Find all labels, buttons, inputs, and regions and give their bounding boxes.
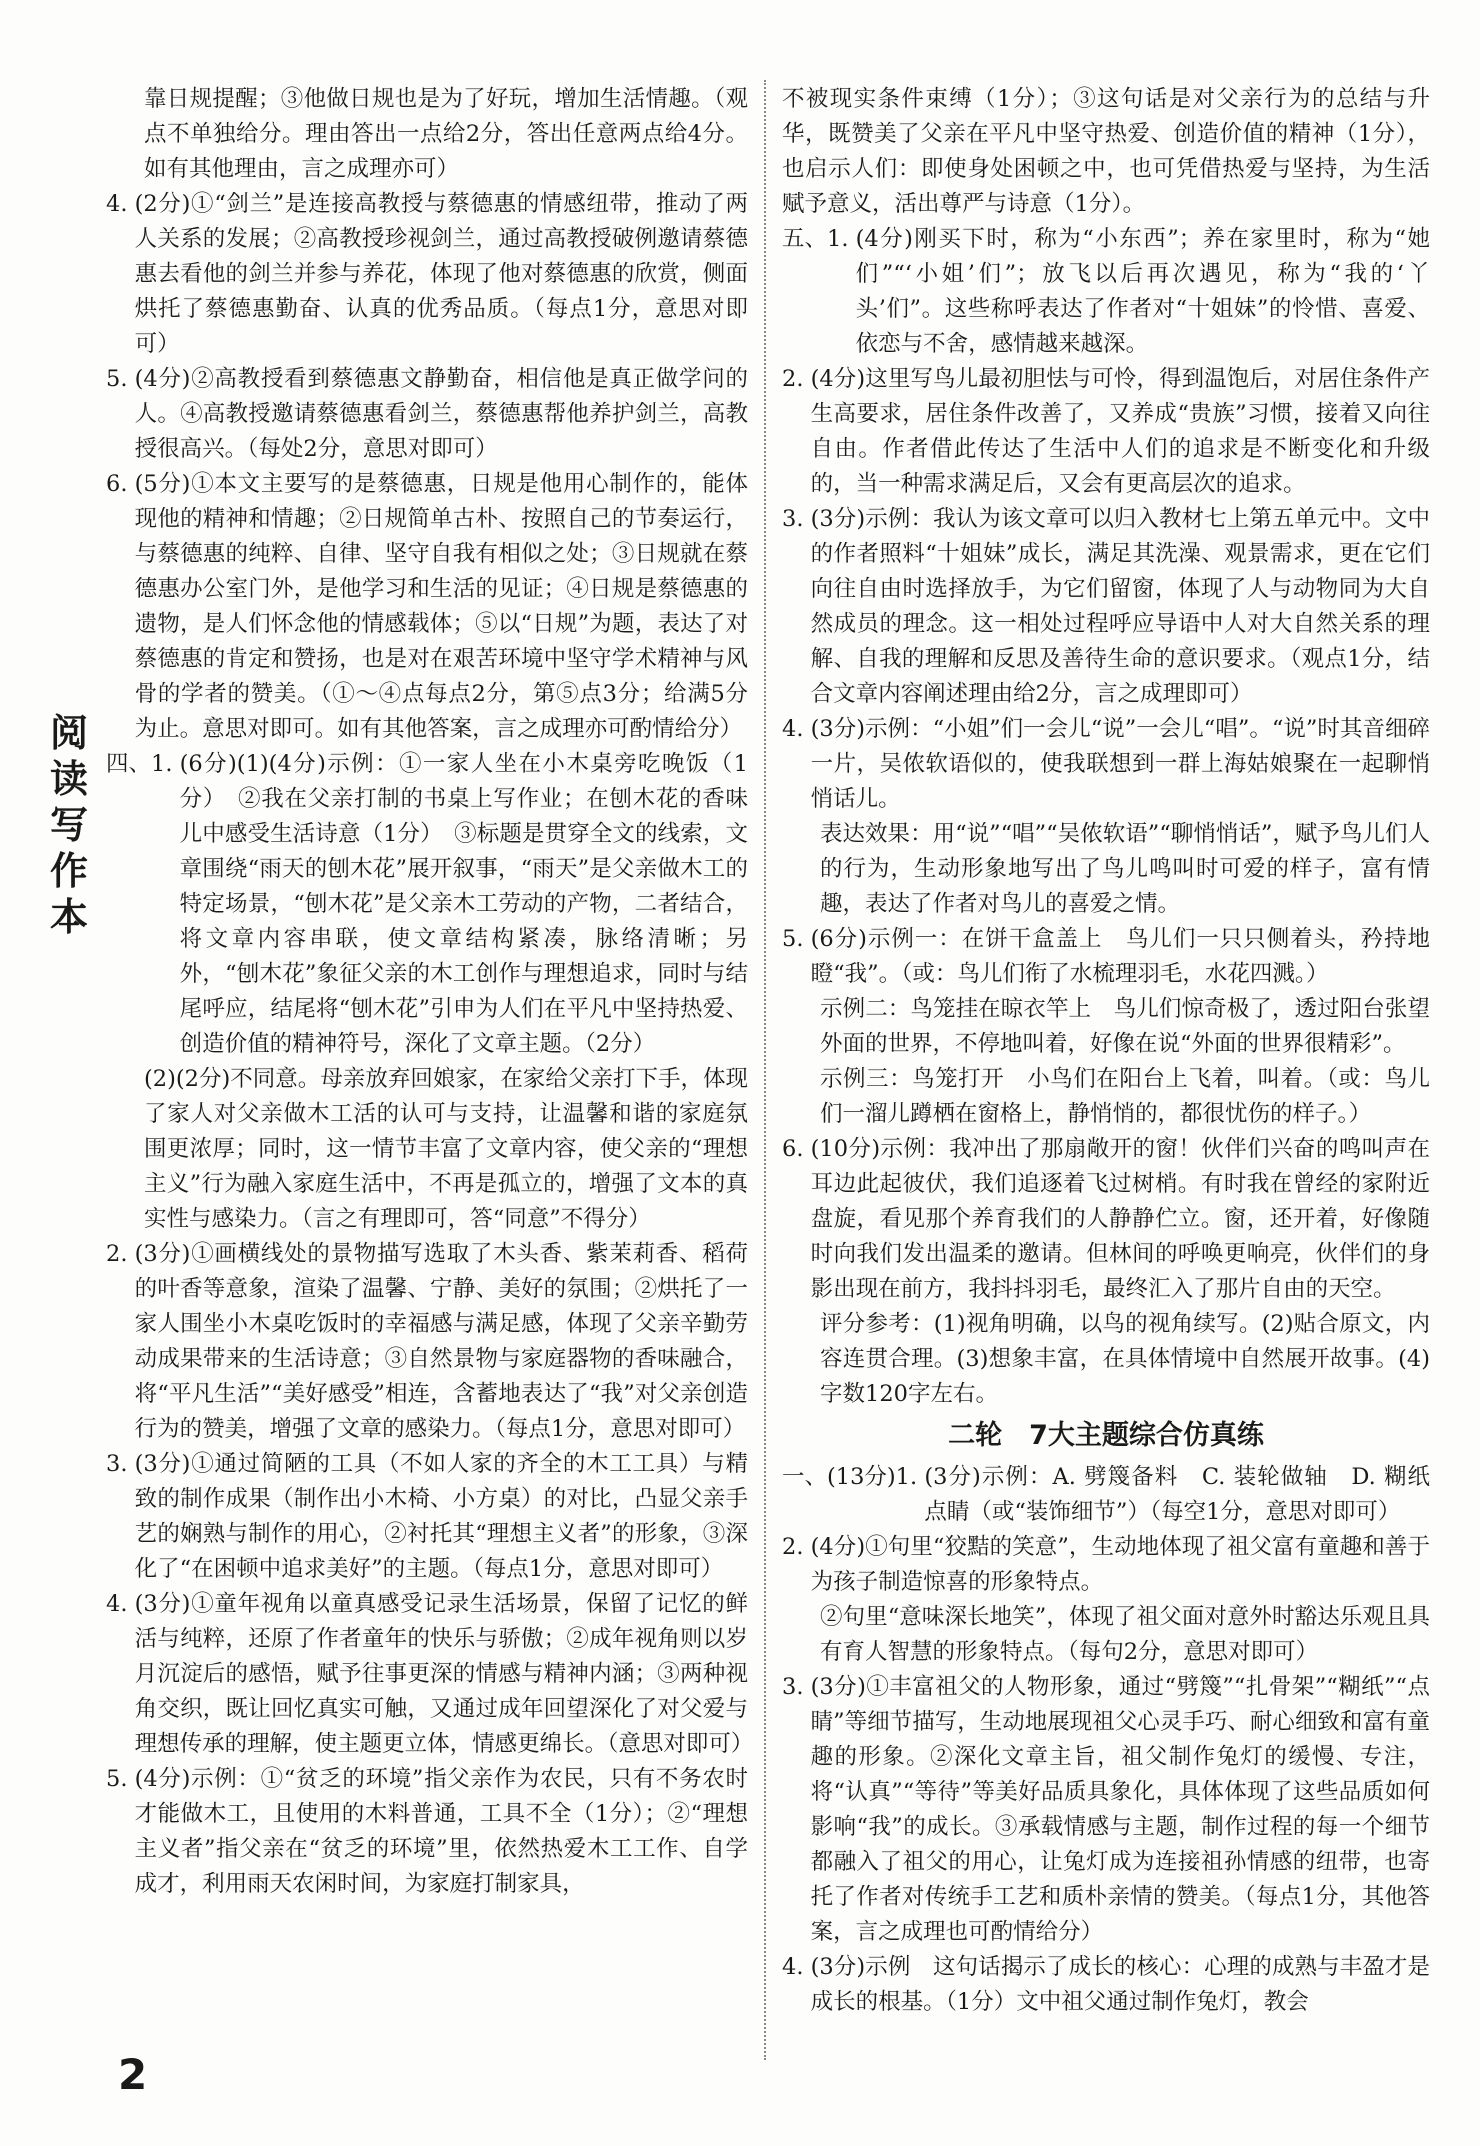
answer-subpart: 表达效果：用“说”“唱”“吴侬软语”“聊悄悄话”，赋予鸟儿们人的行为，生动形象地写出了鸟儿鸣叫时可爱的样子，富有情趣，表达了作者对鸟儿的喜爱之情。: [820, 821, 1430, 917]
right-column: [782, 82, 1430, 2020]
answer-item: 2. (3分)①画横线处的景物描写选取了木头香、紫茉莉香、稻荷的叶香等意象，渲染了温馨、宁静、美好的氛围；②烘托了一家人围坐小木桌吃饭时的幸福感与满足感，体现了父亲辛勤劳动成果带来的生活诗意；③自然景物与家庭器物的香味融合，将“平凡生活”“美好感受”相连，含蓄地表达了“我”对父亲创造行为的赞美，增强了文章的感染力。（每点1分，意思对即可）: [106, 1241, 748, 1442]
answer-item: 6. (5分)①本文主要写的是蔡德惠，日规是他用心制作的，能体现他的精神和情趣；②日规简单古朴、按照自己的节奏运行，与蔡德惠的纯粹、自律、坚守自我有相似之处；③日规就在蔡德惠办公室门外，是他学习和生活的见证；④日规是蔡德惠的遗物，是人们怀念他的情感载体；⑤以“日规”为题，表达了对蔡德惠的肯定和赞扬，也是对在艰苦环境中坚守学术精神与风骨的学者的赞美。（①～④点每点2分，第⑤点3分；给满5分为止。意思对即可。如有其他答案，言之成理亦可酌情给分）: [106, 471, 748, 742]
side-tab-char: 读: [49, 757, 88, 801]
answer-subpart: 示例三：鸟笼打开 小鸟们在阳台上飞着，叫着。（或：鸟儿们一溜儿蹲栖在窗格上，静悄悄的，都很忧伤的样子。）: [820, 1066, 1430, 1127]
answer-item: 4. (3分)示例：“小姐”们一会儿“说”一会儿“唱”。“说”时其音细碎一片，吴侬软语似的，使我联想到一群上海姑娘聚在一起聊悄悄话儿。: [782, 716, 1430, 812]
continued-answer: 不被现实条件束缚（1分）；③这句话是对父亲行为的总结与升华，既赞美了父亲在平凡中坚守热爱、创造价值的精神（1分），也启示人们：即使身处困顿之中，也可凭借热爱与坚持，为生活赋予意义，活出尊严与诗意（1分）。: [782, 86, 1430, 217]
page-number: 2: [118, 2050, 148, 2099]
answer-subpart: (2)(2分)不同意。母亲放弃回娘家，在家给父亲打下手，体现了家人对父亲做木工活的认可与支持，让温馨和谐的家庭氛围更浓厚；同时，这一情节丰富了文章内容，使父亲的“理想主义”行为融入家庭生活中，不再是孤立的，增强了文本的真实性与感染力。（言之有理即可，答“同意”不得分）: [144, 1066, 748, 1232]
answer-item: 4. (2分)①“剑兰”是连接高教授与蔡德惠的情感纽带，推动了两人关系的发展；②高教授珍视剑兰，通过高教授破例邀请蔡德惠去看他的剑兰并参与养花，体现了他对蔡德惠的欣赏，侧面烘托了蔡德惠勤奋、认真的优秀品质。（每点1分，意思对即可）: [106, 191, 748, 357]
answer-item: 3. (3分)示例：我认为该文章可以归入教材七上第五单元中。文中的作者照料“十姐妹”成长，满足其洗澡、观景需求，更在它们向往自由时选择放手，为它们留窗，体现了人与动物同为大自然成员的理念。这一相处过程呼应导语中人对大自然关系的理解、自我的理解和反思及善待生命的意识要求。（观点1分，结合文章内容阐述理由给2分，言之成理即可）: [782, 506, 1430, 707]
column-divider: [764, 80, 766, 2060]
answer-item: 3. (3分)①丰富祖父的人物形象，通过“劈篾”“扎骨架”“糊纸”“点睛”等细节描写，生动地展现祖父心灵手巧、耐心细致和富有童趣的形象。②深化文章主旨，祖父制作兔灯的缓慢、专注，将“认真”“等待”等美好品质具象化，具体体现了这些品质如何影响“我”的成长。③承载情感与主题，制作过程的每一个细节都融入了祖父的用心，让兔灯成为连接祖孙情感的纽带，也寄托了作者对传统手工艺和质朴亲情的赞美。（每点1分，其他答案，言之成理也可酌情给分）: [782, 1674, 1430, 1945]
answer-item: 2. (4分)①句里“狡黠的笑意”，生动地体现了祖父富有童趣和善于为孩子制造惊喜的形象特点。: [782, 1534, 1430, 1595]
answer-item: 4. (3分)示例 这句话揭示了成长的核心：心理的成熟与丰盈才是成长的根基。（1分）文中祖父通过制作兔灯，教会: [782, 1954, 1430, 2015]
side-tab-char: 阅: [49, 711, 88, 755]
answer-item: 4. (3分)①童年视角以童真感受记录生活场景，保留了记忆的鲜活与纯粹，还原了作者童年的快乐与骄傲；②成年视角则以岁月沉淀后的感悟，赋予往事更深的情感与精神内涵；③两种视角交织，既让回忆真实可触，又通过成年回望深化了对父爱与理想传承的理解，使主题更立体，情感更绵长。（意思对即可）: [106, 1591, 754, 1757]
answer-item: 2. (4分)这里写鸟儿最初胆怯与可怜，得到温饱后，对居住条件产生高要求，居住条件改善了，又养成“贵族”习惯，接着又向往自由。作者借此传达了生活中人们的追求是不断变化和升级的，当一种需求满足后，又会有更高层次的追求。: [782, 366, 1430, 497]
answer-item: 5. (4分)②高教授看到蔡德惠文静勤奋，相信他是真正做学问的人。④高教授邀请蔡德惠看剑兰，蔡德惠帮他养护剑兰，高教授很高兴。（每处2分，意思对即可）: [106, 366, 748, 462]
section-heading: 二轮 7大主题综合仿真练: [948, 1420, 1264, 1451]
answer-item: 5. (4分)示例：①“贫乏的环境”指父亲作为农民，只有不务农时才能做木工，且使用的木料普通，工具不全（1分）；②“理想主义者”指父亲在“贫乏的环境”里，依然热爱木工工作、自学成才，利用雨天农闲时间，为家庭打制家具，: [106, 1766, 748, 1897]
answer-item: 6. (10分)示例：我冲出了那扇敞开的窗！伙伴们兴奋的鸣叫声在耳边此起彼伏，我们追逐着飞过树梢。有时我在曾经的家附近盘旋，看见那个养育我们的人静静伫立。窗，还开着，好像随时向我们发出温柔的邀请。但林间的呼唤更响亮，伙伴们的身影出现在前方，我抖抖羽毛，最终汇入了那片自由的天空。: [782, 1136, 1430, 1302]
continued-answer: 靠日规提醒；③他做日规也是为了好玩，增加生活情趣。（观点不单独给分。理由答出一点给2分，答出任意两点给4分。如有其他理由，言之成理亦可）: [144, 86, 748, 182]
answer-item: 5. (6分)示例一：在饼干盒盖上 鸟儿们一只只侧着头，矜持地瞪“我”。（或：鸟儿们衔了水梳理羽毛，水花四溅。）: [782, 926, 1430, 987]
side-tab-reading-writing: [44, 710, 94, 940]
answer-item: 3. (3分)①通过简陋的工具（不如人家的齐全的木工工具）与精致的制作成果（制作出小木椅、小方桌）的对比，凸显父亲手艺的娴熟与制作的用心，②衬托其“理想主义者”的形象，③深化了“在困顿中追求美好”的主题。（每点1分，意思对即可）: [106, 1451, 748, 1582]
side-tab-char: 作: [49, 849, 88, 893]
left-column: [106, 82, 754, 1902]
answer-subpart: 示例二：鸟笼挂在晾衣竿上 鸟儿们惊奇极了，透过阳台张望外面的世界，不停地叫着，好像在说“外面的世界很精彩”。: [820, 996, 1430, 1057]
answer-subpart: ②句里“意味深长地笑”，体现了祖父面对意外时豁达乐观且具有育人智慧的形象特点。（每句2分，意思对即可）: [820, 1604, 1430, 1665]
answer-item: 四、1. (6分)(1)(4分)示例：①一家人坐在小木桌旁吃晚饭（1分） ②我在父亲打制的书桌上写作业；在刨木花的香味儿中感受生活诗意（1分） ③标题是贯穿全文的线索，文章围绕“雨天的刨木花”展开叙事，“雨天”是父亲做木工的特定场景，“刨木花”是父亲木工劳动的产物，二者结合，将文章内容串联，使文章结构紧凑，脉络清晰；另外，“刨木花”象征父亲的木工创作与理想追求，同时与结尾呼应，结尾将“刨木花”引申为人们在平凡中坚持热爱、创造价值的精神符号，深化了文章主题。（2分）: [106, 751, 748, 1057]
side-tab-char: 写: [49, 803, 88, 847]
answer-item: 五、1. (4分)刚买下时，称为“小东西”；养在家里时，称为“她们”“‘小姐’们”；放飞以后再次遇见，称为“我的‘丫头’们”。这些称呼表达了作者对“十姐妹”的怜惜、喜爱、依恋与不舍，感情越来越深。: [782, 226, 1430, 357]
side-tab-char: 本: [49, 895, 88, 939]
scoring-reference: 评分参考：(1)视角明确，以鸟的视角续写。(2)贴合原文，内容连贯合理。(3)想象丰富，在具体情境中自然展开故事。(4)字数120字左右。: [820, 1311, 1430, 1407]
answer-item: 一、(13分)1. (3分)示例：A. 劈篾备料 C. 装轮做轴 D. 糊纸点睛（或“装饰细节”）（每空1分，意思对即可）: [782, 1464, 1430, 1525]
